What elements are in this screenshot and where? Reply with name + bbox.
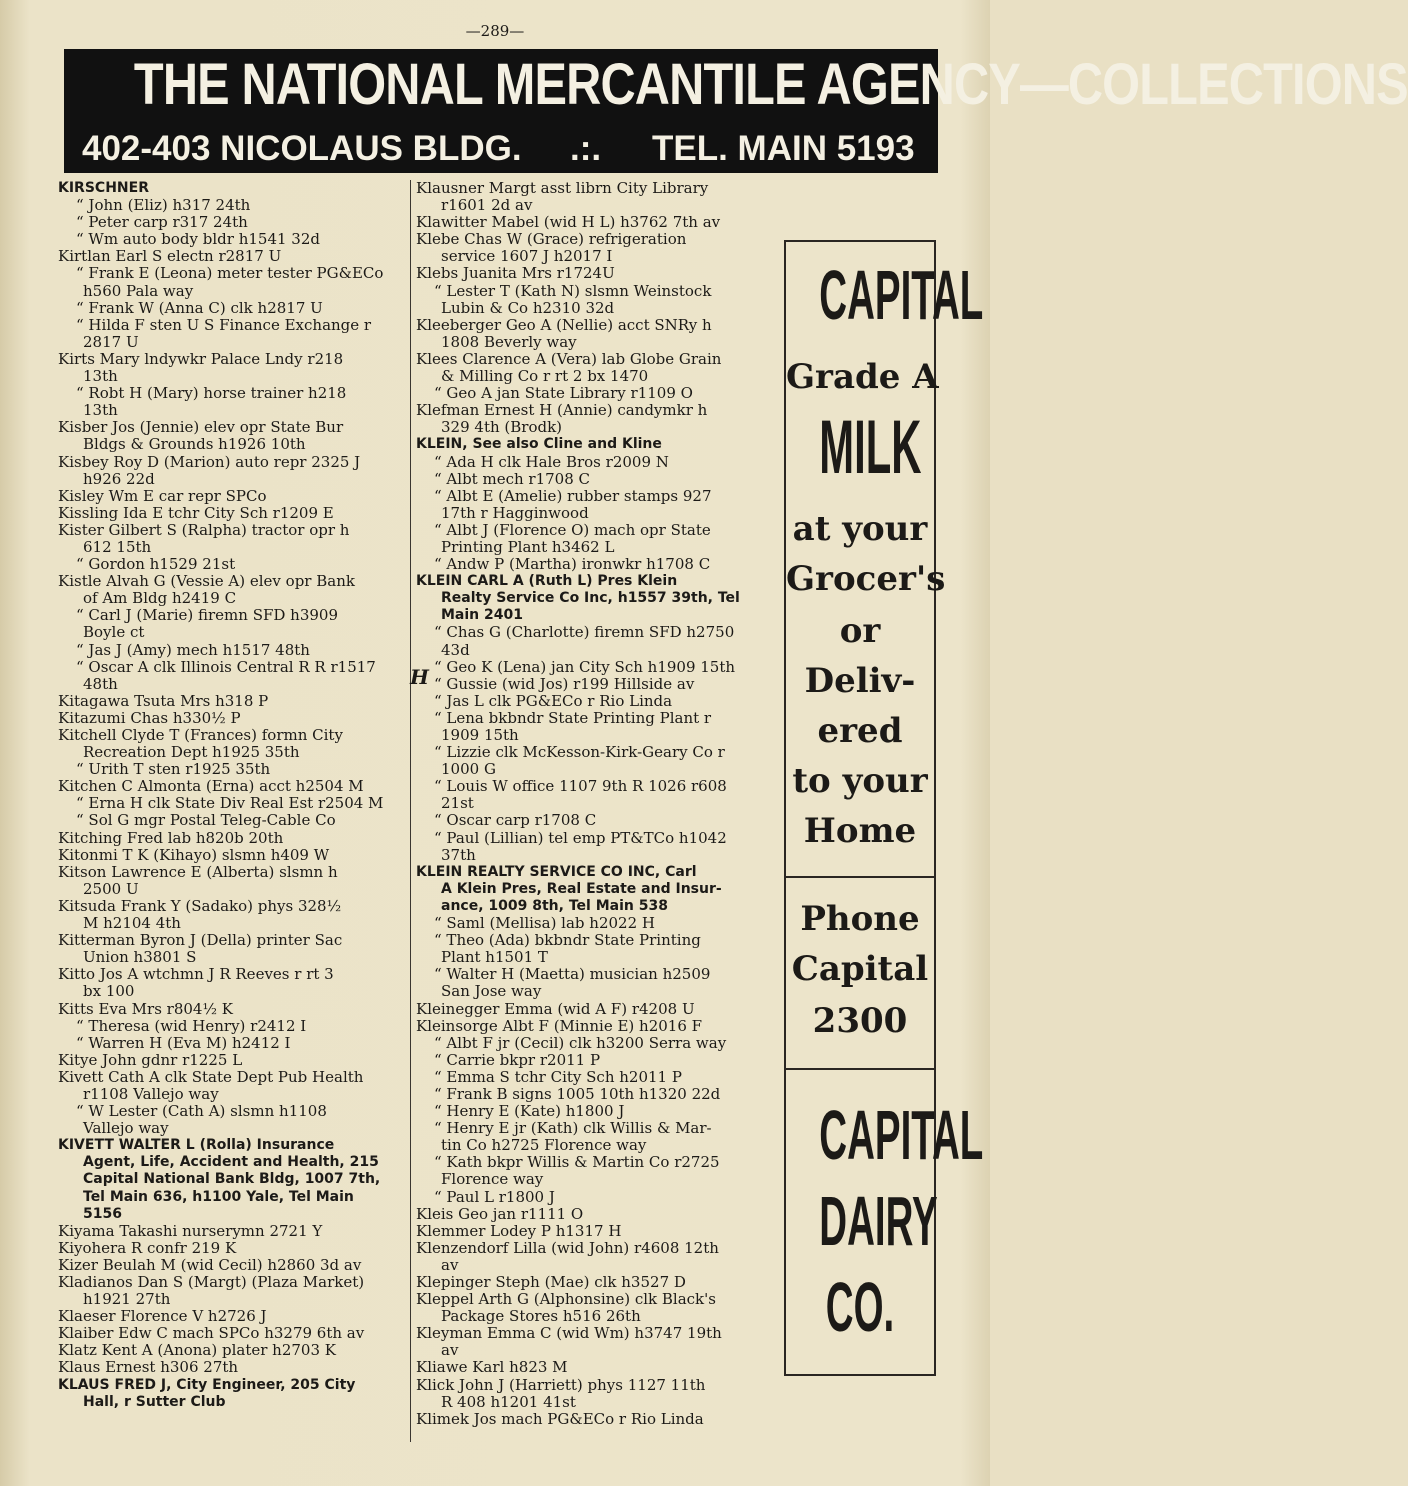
- left-entry: “ Sol G mgr Postal Teleg-Cable Co: [76, 811, 336, 830]
- left-entry: Kirts Mary lndywkr Palace Lndy r218: [58, 349, 344, 368]
- left-entry: KIRSCHNER: [58, 180, 149, 196]
- ad-grade-a: Grade A: [786, 357, 939, 397]
- banner-phone: TEL. MAIN 5193: [652, 129, 915, 168]
- middle-entry: “ Kath bkpr Willis & Martin Co r2725: [434, 1153, 720, 1172]
- middle-entry: “ Gussie (wid Jos) r199 Hillside av: [434, 674, 695, 693]
- left-entry-continuation: Agent, Life, Accident and Health, 215: [83, 1154, 379, 1171]
- middle-entry: “ Albt F jr (Cecil) clk h3200 Serra way: [434, 1033, 727, 1052]
- left-entry: Kitye John gdnr r1225 L: [58, 1050, 243, 1069]
- banner-separator: .:.: [570, 129, 602, 168]
- left-entry-continuation: 48th: [83, 674, 118, 693]
- middle-entry: Klees Clarence A (Vera) lab Globe Grain: [416, 349, 722, 368]
- left-entry: Kitching Fred lab h820b 20th: [58, 828, 284, 847]
- left-entry: “ Wm auto body bldr h1541 32d: [76, 230, 320, 249]
- left-entry-continuation: Recreation Dept h1925 35th: [83, 743, 300, 762]
- left-entry: Kissling Ida E tchr City Sch r1209 E: [58, 503, 334, 522]
- ad-deliv: Deliv-: [804, 661, 916, 701]
- banner-contact-line: [64, 129, 938, 169]
- middle-entry: Klick John J (Harriett) phys 1127 11th: [416, 1375, 706, 1394]
- left-entry: “ Gordon h1529 21st: [76, 555, 236, 574]
- left-entry: Kitagawa Tsuta Mrs h318 P: [58, 691, 269, 710]
- middle-entry: “ Henry E (Kate) h1800 J: [434, 1102, 625, 1121]
- middle-entry: Kleeberger Geo A (Nellie) acct SNRy h: [416, 315, 712, 334]
- left-entry: “ Frank E (Leona) meter tester PG&ECo: [76, 264, 384, 283]
- left-entry: Klaeser Florence V h2726 J: [58, 1307, 267, 1326]
- middle-entry: Kleinsorge Albt F (Minnie E) h2016 F: [416, 1016, 703, 1035]
- left-entry-continuation: 612 15th: [83, 537, 152, 556]
- middle-entry-continuation: Realty Service Co Inc, h1557 39th, Tel: [441, 590, 740, 607]
- left-entry-continuation: 13th: [83, 401, 118, 420]
- middle-entry: “ Paul (Lillian) tel emp PT&TCo h1042: [434, 828, 727, 847]
- ad-company-co: CO.: [825, 1268, 895, 1346]
- left-entry-continuation: Union h3801 S: [83, 948, 197, 967]
- middle-entry: “ Lester T (Kath N) slsmn Weinstock: [434, 281, 712, 300]
- left-entry: “ Hilda F sten U S Finance Exchange r: [76, 315, 372, 334]
- left-entry-continuation: r1108 Vallejo way: [83, 1084, 219, 1103]
- left-entry-continuation: M h2104 4th: [83, 914, 181, 933]
- left-entry: Kister Gilbert S (Ralpha) tractor opr h: [58, 520, 350, 539]
- middle-entry: “ Paul L r1800 J: [434, 1187, 555, 1206]
- middle-entry: Klefman Ernest H (Annie) candymkr h: [416, 401, 708, 420]
- left-entry: Klatz Kent A (Anona) plater h2703 K: [58, 1341, 336, 1360]
- left-entry: Kiyohera R confr 219 K: [58, 1238, 237, 1257]
- middle-entry: Klebs Juanita Mrs r1724U: [416, 264, 615, 283]
- middle-entry: Klimek Jos mach PG&ECo r Rio Linda: [416, 1409, 704, 1428]
- middle-entry: Kleis Geo jan r1111 O: [416, 1204, 584, 1223]
- middle-entry: “ Geo A jan State Library r1109 O: [434, 384, 693, 403]
- middle-entry: “ Albt E (Amelie) rubber stamps 927: [434, 486, 712, 505]
- middle-entry-continuation: R 408 h1201 41st: [441, 1392, 576, 1411]
- middle-entry-continuation: 1000 G: [441, 760, 496, 779]
- left-directory-column: [58, 180, 404, 1411]
- middle-entry: Klebe Chas W (Grace) refrigeration: [416, 230, 687, 249]
- ad-divider-2: [786, 1068, 934, 1070]
- middle-entry: “ Ada H clk Hale Bros r2009 N: [434, 452, 669, 471]
- middle-entry-continuation: ance, 1009 8th, Tel Main 538: [441, 897, 668, 914]
- left-entry: Kladianos Dan S (Margt) (Plaza Market): [58, 1273, 365, 1291]
- left-entry-continuation: bx 100: [83, 982, 135, 1001]
- agency-banner: [64, 49, 1408, 173]
- middle-entry-continuation: Florence way: [441, 1170, 544, 1189]
- ad-grocers: Grocer's: [786, 559, 946, 599]
- left-entry-continuation: 13th: [83, 367, 118, 386]
- page-number: —289—: [465, 22, 525, 40]
- left-entry: “ Erna H clk State Div Real Est r2504 M: [76, 794, 384, 813]
- left-entry: “ Peter carp r317 24th: [76, 213, 248, 232]
- middle-entry-continuation: 37th: [441, 845, 476, 864]
- left-entry: Kisber Jos (Jennie) elev opr State Bur: [58, 418, 344, 437]
- middle-entry: “ Oscar carp r1708 C: [434, 811, 597, 830]
- left-entry: Kitchen C Almonta (Erna) acct h2504 M: [58, 777, 364, 796]
- middle-entry: “ Henry E jr (Kath) clk Willis & Mar-: [434, 1119, 712, 1138]
- middle-entry-continuation: A Klein Pres, Real Estate and Insur-: [441, 880, 722, 897]
- left-entry-continuation: Hall, r Sutter Club: [83, 1393, 226, 1410]
- middle-entry: “ Frank B signs 1005 10th h1320 22d: [434, 1084, 721, 1103]
- left-entry-continuation: h926 22d: [83, 469, 155, 488]
- left-entry: “ Carl J (Marie) firemn SFD h3909: [76, 606, 339, 625]
- left-entry: Kitterman Byron J (Della) printer Sac: [58, 931, 343, 950]
- left-entry-continuation: h560 Pala way: [83, 281, 194, 300]
- left-entry-continuation: h1921 27th: [83, 1290, 171, 1309]
- middle-entry-continuation: & Milling Co r rt 2 bx 1470: [441, 367, 649, 386]
- ad-phone-name: Capital: [791, 949, 929, 989]
- left-entry-continuation: 2500 U: [83, 879, 139, 898]
- middle-entry-continuation: 43d: [441, 640, 470, 659]
- ad-or: or: [839, 611, 881, 651]
- middle-entry-continuation: 329 4th (Brodk): [441, 418, 563, 437]
- middle-entry: “ Louis W office 1107 9th R 1026 r608: [434, 777, 727, 796]
- left-entry: “ Warren H (Eva M) h2412 I: [76, 1033, 291, 1052]
- middle-entry: “ Lena bkbndr State Printing Plant r: [434, 708, 712, 727]
- middle-entry: Klawitter Mabel (wid H L) h3762 7th av: [416, 213, 721, 232]
- middle-entry: KLEIN REALTY SERVICE CO INC, Carl: [416, 863, 697, 880]
- left-entry: Kisbey Roy D (Marion) auto repr 2325 J: [58, 452, 361, 471]
- middle-entry-continuation: Lubin & Co h2310 32d: [441, 298, 615, 317]
- left-entry: Kisley Wm E car repr SPCo: [58, 486, 267, 505]
- middle-entry-continuation: San Jose way: [441, 982, 542, 1001]
- left-entry: “ Theresa (wid Henry) r2412 I: [76, 1016, 307, 1035]
- middle-entry: “ Chas G (Charlotte) firemn SFD h2750: [434, 623, 735, 642]
- middle-entry: “ Saml (Mellisa) lab h2022 H: [434, 914, 655, 933]
- ad-milk: MILK: [819, 405, 922, 490]
- ad-phone-label: Phone: [800, 899, 920, 939]
- left-entry: Kiyama Takashi nurserymn 2721 Y: [58, 1221, 323, 1240]
- middle-entry: Klepinger Steph (Mae) clk h3527 D: [416, 1273, 686, 1291]
- middle-entry: Klausner Margt asst librn City Library: [416, 179, 709, 197]
- middle-entry-continuation: service 1607 J h2017 I: [441, 247, 613, 266]
- banner-address: 402-403 NICOLAUS BLDG.: [82, 129, 522, 168]
- left-entry: Kirtlan Earl S electn r2817 U: [58, 247, 282, 266]
- left-entry: Klaiber Edw C mach SPCo h3279 6th av: [58, 1324, 365, 1343]
- middle-entry-continuation: Printing Plant h3462 L: [441, 537, 615, 556]
- middle-entry: Kleppel Arth G (Alphonsine) clk Black's: [416, 1290, 716, 1309]
- middle-entry-continuation: 17th r Hagginwood: [441, 503, 589, 522]
- middle-entry-continuation: av: [441, 1341, 459, 1360]
- left-entry: KLAUS FRED J, City Engineer, 205 City: [58, 1376, 356, 1393]
- middle-entry: KLEIN CARL A (Ruth L) Pres Klein: [416, 573, 678, 590]
- middle-entry: “ Walter H (Maetta) musician h2509: [434, 965, 711, 984]
- middle-entry-continuation: 1909 15th: [441, 726, 519, 744]
- left-entry: “ Urith T sten r1925 35th: [76, 760, 271, 779]
- middle-entry: “ Geo K (Lena) jan City Sch h1909 15th: [434, 657, 736, 676]
- left-entry: Kistle Alvah G (Vessie A) elev opr Bank: [58, 572, 355, 591]
- left-entry: KIVETT WALTER L (Rolla) Insurance: [58, 1137, 335, 1154]
- left-entry: Kitto Jos A wtchmn J R Reeves r rt 3: [58, 965, 334, 984]
- left-entry-continuation: Capital National Bank Bldg, 1007 7th,: [83, 1171, 381, 1188]
- left-entry-continuation: 5156: [83, 1205, 122, 1222]
- middle-entry-continuation: tin Co h2725 Florence way: [441, 1136, 647, 1155]
- middle-entry: Kleyman Emma C (wid Wm) h3747 19th: [416, 1324, 722, 1343]
- left-entry-continuation: Bldgs & Grounds h1926 10th: [83, 435, 306, 454]
- left-entry-continuation: of Am Bldg h2419 C: [83, 589, 237, 608]
- left-entry-continuation: Boyle ct: [83, 623, 145, 642]
- left-entry-continuation: Vallejo way: [83, 1119, 169, 1138]
- left-entry: Kitson Lawrence E (Alberta) slsmn h: [58, 862, 338, 881]
- middle-entry: “ Jas L clk PG&ECo r Rio Linda: [434, 691, 673, 710]
- left-entry: Kivett Cath A clk State Dept Pub Health: [58, 1067, 364, 1086]
- middle-entry-continuation: 1808 Beverly way: [441, 332, 577, 351]
- middle-entry: Kliawe Karl h823 M: [416, 1358, 568, 1377]
- banner-title: THE NATIONAL MERCANTILE AGENCY—COLLECTIONS: [133, 52, 1408, 117]
- left-entry: “ W Lester (Cath A) slsmn h1108: [76, 1102, 327, 1121]
- middle-entry: “ Theo (Ada) bkbndr State Printing: [434, 931, 701, 950]
- column-divider: [410, 180, 411, 1442]
- ad-ered: ered: [817, 711, 903, 751]
- middle-entry: Klemmer Lodey P h1317 H: [416, 1221, 622, 1240]
- ad-at-your: at your: [792, 509, 928, 549]
- middle-entry: “ Albt mech r1708 C: [434, 469, 590, 488]
- ad-phone-number: 2300: [812, 1001, 908, 1041]
- middle-entry-continuation: av: [441, 1255, 459, 1274]
- middle-entry-continuation: 21st: [441, 794, 474, 813]
- left-entry: Kitchell Clyde T (Frances) formn City: [58, 726, 343, 744]
- left-entry: Kitsuda Frank Y (Sadako) phys 328½: [58, 896, 342, 915]
- left-entry: Kizer Beulah M (wid Cecil) h2860 3d av: [58, 1255, 362, 1274]
- middle-directory-column: [416, 180, 770, 1428]
- ad-company-dairy: DAIRY: [819, 1182, 938, 1260]
- left-entry-continuation: 2817 U: [83, 332, 139, 351]
- left-entry: “ Oscar A clk Illinois Central R R r1517: [76, 657, 376, 676]
- ad-home: Home: [803, 811, 917, 851]
- left-entry: Kitts Eva Mrs r804½ K: [58, 999, 233, 1018]
- middle-entry: Kleinegger Emma (wid A F) r4208 U: [416, 999, 695, 1018]
- ad-to-your: to your: [792, 761, 928, 801]
- middle-entry-continuation: Package Stores h516 26th: [441, 1307, 641, 1326]
- ad-brand-capital: CAPITAL: [819, 256, 984, 334]
- left-entry: Kitazumi Chas h330½ P: [58, 708, 241, 727]
- middle-entry: “ Andw P (Martha) ironwkr h1708 C: [434, 555, 711, 574]
- middle-entry: “ Albt J (Florence O) mach opr State: [434, 520, 711, 539]
- handwritten-mark: H: [410, 665, 429, 689]
- middle-entry-continuation: r1601 2d av: [441, 196, 533, 215]
- middle-entry-continuation: Main 2401: [441, 607, 523, 624]
- middle-entry: “ Carrie bkpr r2011 P: [434, 1050, 601, 1069]
- left-entry-continuation: Tel Main 636, h1100 Yale, Tel Main: [83, 1188, 354, 1205]
- middle-entry-continuation: Plant h1501 T: [441, 948, 548, 967]
- middle-entry: Klenzendorf Lilla (wid John) r4608 12th: [416, 1238, 719, 1257]
- middle-entry: “ Lizzie clk McKesson-Kirk-Geary Co r: [434, 743, 725, 762]
- left-entry: “ Robt H (Mary) horse trainer h218: [76, 384, 347, 403]
- ad-divider-1: [786, 876, 934, 878]
- left-entry: Kitonmi T K (Kihayo) slsmn h409 W: [58, 845, 330, 864]
- middle-entry: KLEIN, See also Cline and Kline: [416, 436, 662, 453]
- ad-company-capital: CAPITAL: [819, 1096, 984, 1174]
- left-entry: “ Frank W (Anna C) clk h2817 U: [76, 298, 323, 317]
- middle-entry: “ Emma S tchr City Sch h2011 P: [434, 1067, 682, 1086]
- capital-dairy-advertisement: [784, 240, 984, 1376]
- left-entry: “ John (Eliz) h317 24th: [76, 196, 251, 215]
- left-entry: “ Jas J (Amy) mech h1517 48th: [76, 640, 310, 659]
- left-entry: Klaus Ernest h306 27th: [58, 1358, 239, 1377]
